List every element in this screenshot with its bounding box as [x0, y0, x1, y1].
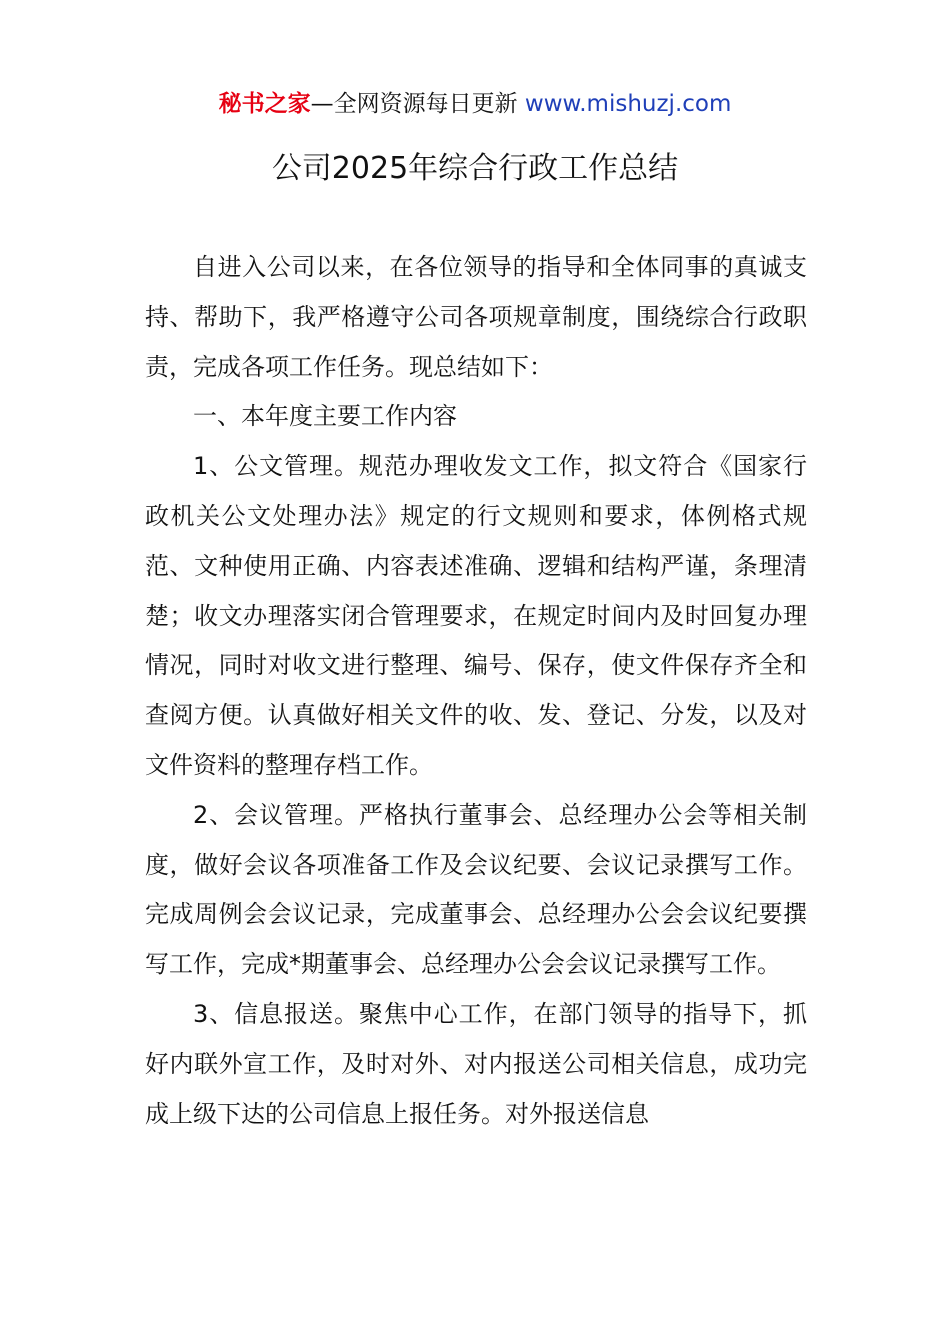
paragraph-document-management: 1、公文管理。规范办理收发文工作，拟文符合《国家行政机关公文处理办法》规定的行文规则和要求，体例格式规范、文种使用正确、内容表述准确、逻辑和结构严谨，条理清楚；收文办理落实闭合管理要求，在规定时间内及时回复办理情况，同时对收文进行整理、编号、保存，使文件保存齐全和查阅方便。认真做好相关文件的收、发、登记、分发，以及对文件资料的整理存档工作。 [145, 452, 807, 779]
brand-name: 秘书之家 [218, 91, 311, 117]
site-url-link[interactable]: www.mishuzj.com [524, 91, 732, 117]
paragraph-meeting-management: 2、会议管理。严格执行董事会、总经理办公会等相关制度，做好会议各项准备工作及会议纪要、会议记录撰写工作。完成周例会会议记录，完成董事会、总经理办公会会议纪要撰写工作，完成*期董事会、总经理办公会会议记录撰写工作。 [145, 800, 807, 979]
paragraph-information-reporting: 3、信息报送。聚焦中心工作，在部门领导的指导下，抓好内联外宣工作，及时对外、对内报送公司相关信息，成功完成上级下达的公司信息上报任务。对外报送信息 [145, 999, 807, 1128]
document-title: 公司2025年综合行政工作总结 [271, 151, 679, 186]
site-header [0, 86, 950, 122]
section-heading: 一、本年度主要工作内容 [193, 402, 457, 431]
paragraph-intro: 自进入公司以来，在各位领导的指导和全体同事的真诚支持、帮助下，我严格遵守公司各项规章制度，围绕综合行政职责，完成各项工作任务。现总结如下： [145, 253, 807, 381]
header-tagline: —全网资源每日更新 [310, 91, 525, 117]
document-body [145, 243, 807, 1139]
